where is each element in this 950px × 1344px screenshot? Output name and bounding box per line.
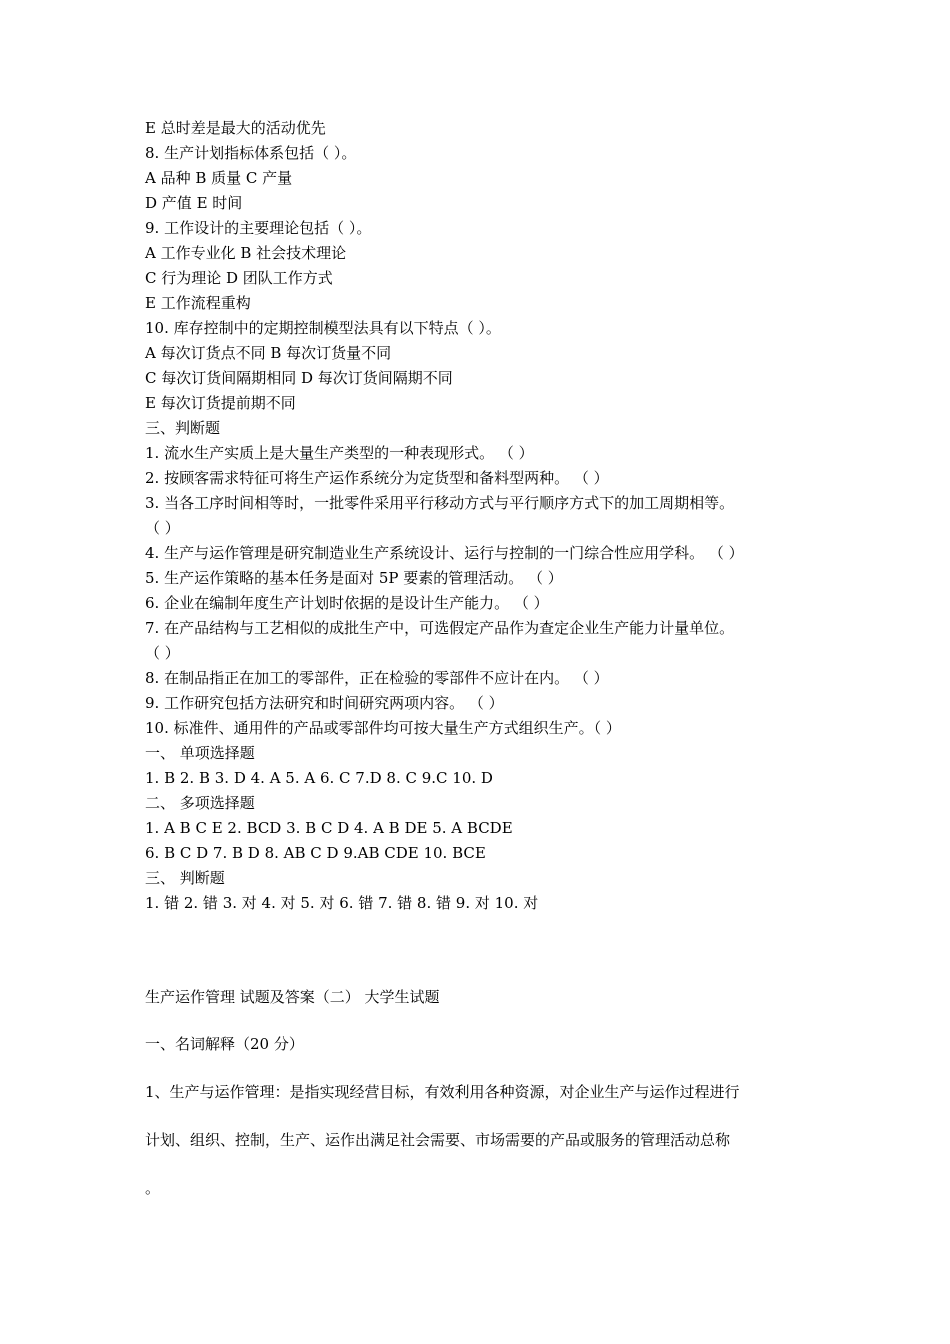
answer-heading: 三、 判断题 [145, 869, 225, 887]
section-two [145, 985, 825, 1200]
question-line: 10. 标准件、通用件的产品或零部件均可按大量生产方式组织生产。（ ） [145, 719, 621, 737]
question-line: E 总时差是最大的活动优先 [145, 119, 326, 137]
answer-line: 6. B C D 7. B D 8. AB C D 9.AB CDE 10. BCE [145, 844, 486, 862]
question-line: D 产值 E 时间 [145, 194, 243, 212]
question-line: C 每次订货间隔期相同 D 每次订货间隔期不同 [145, 369, 453, 387]
question-line: 8. 在制品指正在加工的零部件，正在检验的零部件不应计在内。 （ ） [145, 669, 609, 687]
paragraph-line: 计划、组织、控制，生产、运作出满足社会需要、市场需要的产品或服务的管理活动总称 [145, 1131, 731, 1149]
quiz-block [145, 116, 825, 916]
question-line: 6. 企业在编制年度生产计划时依据的是设计生产能力。 （ ） [145, 594, 549, 612]
section-heading: 一、名词解释（20 分） [145, 1035, 304, 1053]
question-line: 2. 按顾客需求特征可将生产运作系统分为定货型和备料型两种。 （ ） [145, 469, 609, 487]
question-line: 9. 工作设计的主要理论包括（ ）。 [145, 219, 372, 237]
question-line: （ ） [145, 519, 180, 537]
answer-line: 1. 错 2. 错 3. 对 4. 对 5. 对 6. 错 7. 错 8. 错 9. 对 10. 对 [145, 894, 539, 912]
question-line: 3. 当各工序时间相等时，一批零件采用平行移动方式与平行顺序方式下的加工周期相等。 [145, 494, 735, 512]
paragraph-line: 。 [145, 1179, 161, 1197]
answer-line: 1. A B C E 2. BCD 3. B C D 4. A B DE 5. A BCDE [145, 819, 513, 837]
answer-heading: 二、 多项选择题 [145, 794, 255, 812]
question-line: 8. 生产计划指标体系包括（ ）。 [145, 144, 357, 162]
section-heading: 三、判断题 [145, 419, 221, 437]
question-line: A 品种 B 质量 C 产量 [145, 169, 293, 187]
question-line: A 每次订货点不同 B 每次订货量不同 [145, 344, 392, 362]
spacer [145, 1104, 825, 1128]
answer-line: 1. B 2. B 3. D 4. A 5. A 6. C 7.D 8. C 9.C 10. D [145, 769, 493, 787]
question-line: 5. 生产运作策略的基本任务是面对 5P 要素的管理活动。 （ ） [145, 569, 563, 587]
question-line: 10. 库存控制中的定期控制模型法具有以下特点（ ）。 [145, 319, 501, 337]
paragraph-line: 1、生产与运作管理：是指实现经营目标，有效利用各种资源，对企业生产与运作过程进行 [145, 1083, 740, 1101]
question-line: C 行为理论 D 团队工作方式 [145, 269, 333, 287]
section-title: 生产运作管理 试题及答案（二） 大学生试题 [145, 988, 440, 1006]
question-line: E 每次订货提前期不同 [145, 394, 296, 412]
answer-heading: 一、 单项选择题 [145, 744, 255, 762]
question-line: （ ） [145, 644, 180, 662]
spacer [145, 1152, 825, 1176]
spacer [145, 1009, 825, 1032]
question-line: 9. 工作研究包括方法研究和时间研究两项内容。 （ ） [145, 694, 504, 712]
question-line: 1. 流水生产实质上是大量生产类型的一种表现形式。 （ ） [145, 444, 534, 462]
question-line: 4. 生产与运作管理是研究制造业生产系统设计、运行与控制的一门综合性应用学科。 （ ） [145, 544, 744, 562]
question-line: E 工作流程重构 [145, 294, 251, 312]
spacer [145, 1056, 825, 1080]
question-line: A 工作专业化 B 社会技术理论 [145, 244, 347, 262]
question-line: 7. 在产品结构与工艺相似的成批生产中，可选假定产品作为查定企业生产能力计量单位。 [145, 619, 735, 637]
